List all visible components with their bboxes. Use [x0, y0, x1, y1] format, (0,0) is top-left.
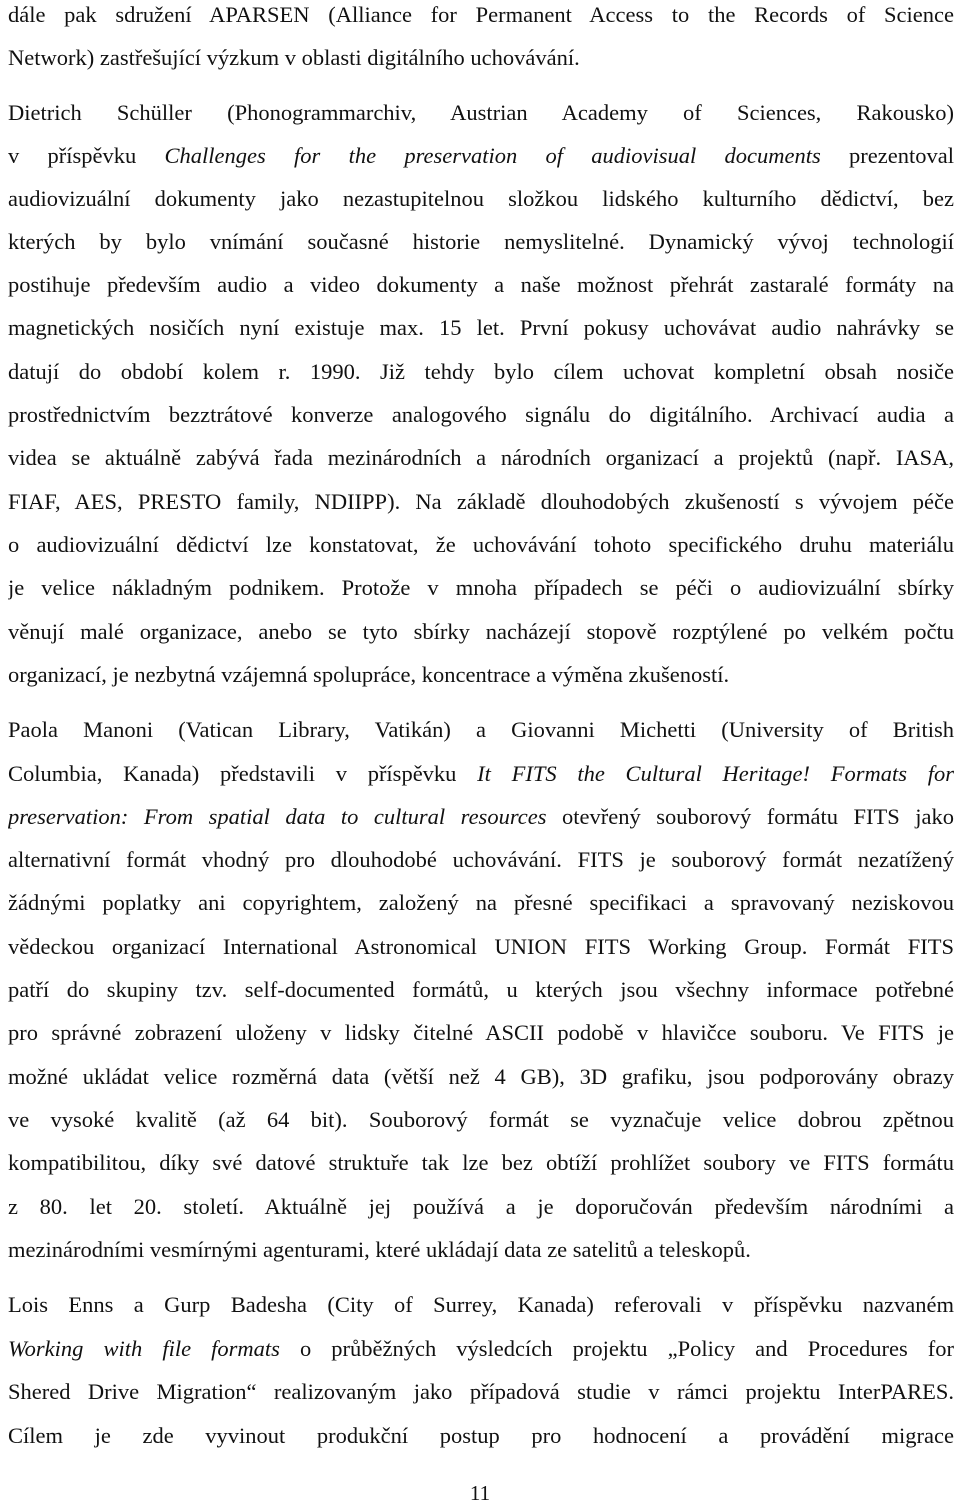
text-line [8, 443, 954, 473]
text-run: alternativní formát vhodný pro dlouhodobé uchovávání. FITS je souborový formát nezatížený [8, 847, 954, 872]
text-run: audiovizuální dokumenty jako nezastupitelnou složkou lidského kulturního dědictví, bez [8, 186, 954, 211]
text-line [8, 1235, 954, 1265]
text-line [8, 313, 954, 343]
text-run: kompatibilitou, díky své datové struktuře tak lze bez obtíží prohlížet soubory ve FITS formátu [8, 1150, 954, 1175]
text-run: Network) zastřešující výzkum v oblasti digitálního uchovávání. [8, 45, 580, 70]
text-run: o audiovizuální dědictví lze konstatovat, že uchovávání tohoto specifického druhu materiálu [8, 532, 954, 557]
text-run: kterých by bylo vnímání současné historie nemyslitelné. Dynamický vývoj technologií [8, 229, 954, 254]
text-run: možné ukládat velice rozměrná data (větší než 4 GB), 3D grafiku, jsou podporovány obrazy [8, 1064, 954, 1089]
text-line [8, 357, 954, 387]
text-run: Cílem je zde vyvinout produkční postup pro hodnocení a provádění migrace [8, 1423, 954, 1448]
text-run: organizací, je nezbytná vzájemná spolupráce, koncentrace a výměna zkušeností. [8, 662, 730, 687]
text-line [8, 184, 954, 214]
italic-title-text: It FITS the Cultural Heritage! Formats for [477, 761, 954, 786]
text-line [8, 845, 954, 875]
text-run: Paola Manoni (Vatican Library, Vatikán) a Giovanni Michetti (University of British [8, 717, 954, 742]
text-line [8, 270, 954, 300]
page-number: 11 [469, 1481, 491, 1505]
text-line [8, 1334, 954, 1364]
text-run: Dietrich Schüller (Phonogrammarchiv, Austrian Academy of Sciences, Rakousko) [8, 100, 954, 125]
text-line [8, 0, 954, 30]
text-run: patří do skupiny tzv. self-documented formátů, u kterých jsou všechny informace potřebné [8, 977, 954, 1002]
text-line [8, 98, 954, 128]
text-line [8, 1421, 954, 1451]
text-line [8, 141, 954, 171]
text-run: v příspěvku [8, 143, 165, 168]
text-run: mezinárodními vesmírnými agenturami, které ukládají data ze satelitů a teleskopů. [8, 1237, 751, 1262]
text-line [8, 1148, 954, 1178]
text-line [8, 1105, 954, 1135]
text-run: postihuje především audio a video dokumenty a naše možnost přehrát zastaralé formáty na [8, 272, 954, 297]
text-run: Shered Drive Migration“ realizovaným jako případová studie v rámci projektu InterPARES. [8, 1379, 954, 1404]
text-run: žádnými poplatky ani copyrightem, založený na přesné specifikaci a spravovaný neziskovou [8, 890, 954, 915]
text-run: z 80. let 20. století. Aktuálně jej používá a je doporučován především národními a [8, 1194, 954, 1219]
text-line [8, 530, 954, 560]
text-line [8, 802, 954, 832]
text-line [8, 660, 954, 690]
text-line [8, 759, 954, 789]
text-run: datují do období kolem r. 1990. Již tehdy bylo cílem uchovat kompletní obsah nosiče [8, 359, 954, 384]
text-run: magnetických nosičích nyní existuje max. 15 let. První pokusy uchovávat audio nahrávky se [8, 315, 954, 340]
text-run: videa se aktuálně zabývá řada mezinárodních a národních organizací a projektů (např. IASA, [8, 445, 954, 470]
text-run: věnují malé organizace, anebo se tyto sbírky nacházejí stopově rozptýlené po velkém počtu [8, 619, 954, 644]
text-line [8, 1290, 954, 1320]
text-run: dále pak sdružení APARSEN (Alliance for Permanent Access to the Records of Science [8, 2, 954, 27]
text-line [8, 1062, 954, 1092]
text-line [8, 400, 954, 430]
text-run: otevřený souborový formátu FITS jako [546, 804, 954, 829]
text-run: FIAF, AES, PRESTO family, NDIIPP). Na základě dlouhodobých zkušeností s vývojem péče [8, 489, 954, 514]
text-run: pro správné zobrazení uloženy v lidsky čitelné ASCII podobě v hlavičce souboru. Ve FITS je [8, 1020, 954, 1045]
text-run: ve vysoké kvalitě (až 64 bit). Souborový formát se vyznačuje velice dobrou zpětnou [8, 1107, 954, 1132]
text-line [8, 1018, 954, 1048]
text-run: vědeckou organizací International Astronomical UNION FITS Working Group. Formát FITS [8, 934, 954, 959]
text-line [8, 573, 954, 603]
text-line [8, 715, 954, 745]
text-line [8, 1377, 954, 1407]
text-line [8, 1192, 954, 1222]
text-line [8, 888, 954, 918]
text-line [8, 617, 954, 647]
italic-title-text: Working with file formats [8, 1336, 280, 1361]
text-line [8, 975, 954, 1005]
text-line [8, 227, 954, 257]
text-run: Lois Enns a Gurp Badesha (City of Surrey, Kanada) referovali v příspěvku nazvaném [8, 1292, 954, 1317]
text-run: o průběžných výsledcích projektu „Policy and Procedures for [279, 1336, 954, 1361]
text-line [8, 43, 954, 73]
text-line [8, 932, 954, 962]
italic-title-text: preservation: From spatial data to cultural resources [8, 804, 547, 829]
text-run: Columbia, Kanada) představili v příspěvku [8, 761, 478, 786]
text-run: prostřednictvím bezztrátové konverze analogového signálu do digitálního. Archivací audia a [8, 402, 954, 427]
text-run: je velice nákladným podnikem. Protože v mnoha případech se péči o audiovizuální sbírky [8, 575, 954, 600]
text-line [8, 487, 954, 517]
text-run: prezentoval [820, 143, 954, 168]
italic-title-text: Challenges for the preservation of audiovisual documents [164, 143, 821, 168]
